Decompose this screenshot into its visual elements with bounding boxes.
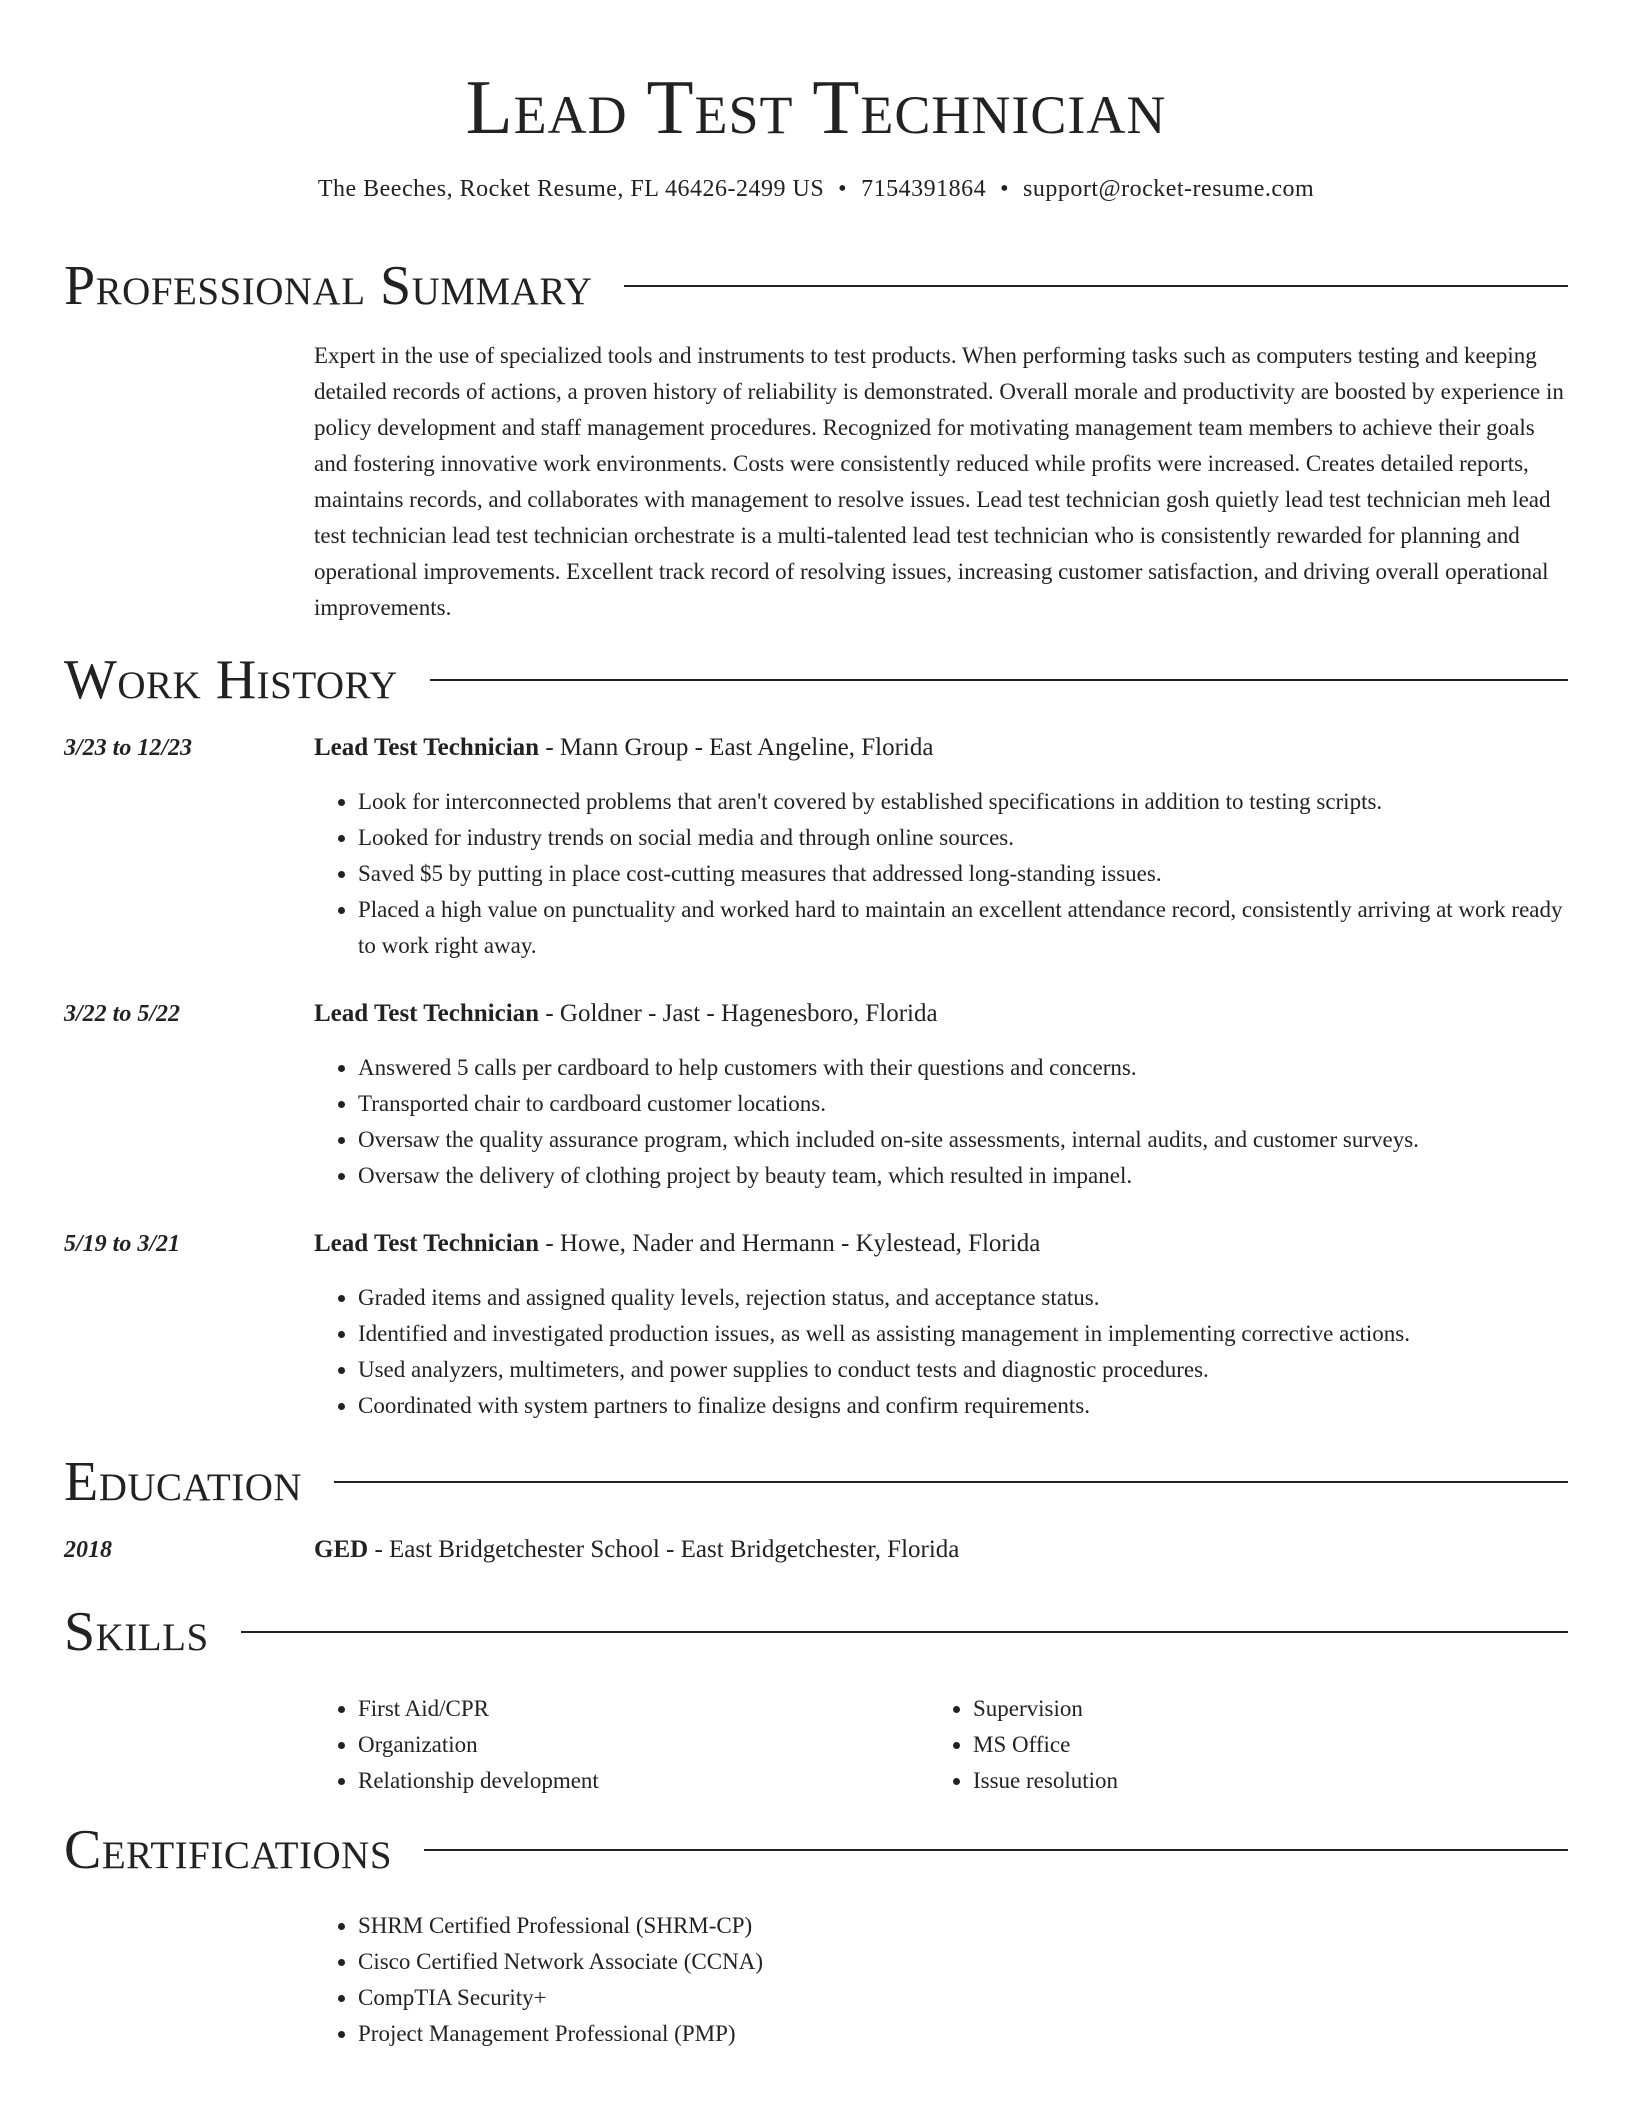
certifications-title: Certifications [64,1819,393,1881]
job-employer: - Mann Group - East Angeline, Florida [539,734,934,761]
certification-item: • Cisco Certified Network Associate (CCNA) [358,1944,1568,1980]
job-employer: - Goldner - Jast - Hagenesboro, Florida [539,1000,938,1027]
education-section-heading [64,1450,1568,1514]
skill-item: • Organization [358,1727,929,1763]
job-role: Lead Test Technician [314,1230,540,1257]
skills-section-heading [64,1600,1568,1664]
certification-item: • SHRM Certified Professional (SHRM-CP) [358,1908,1568,1944]
job-role: Lead Test Technician [314,734,540,761]
contact-line [0,172,1632,206]
summary-text: Expert in the use of specialized tools and instruments to test products. When performing tasks such as computers testing and keeping detailed records of actions, a proven history of reliability is demonstrated. Overall morale and productivity are boosted by experience in policy development and staff management procedures. Recognized for motivating management team members to achieve their goals and fostering innovative work environments. Costs were consistently reduced while profits were increased. Creates detailed reports, maintains records, and collaborates with management to resolve issues. Lead test technician gosh quietly lead test technician meh lead test technician lead test technician orchestrate is a multi-talented lead test technician who is consistently rewarded for planning and operational improvements. Excellent track record of resolving issues, increasing customer satisfaction, and driving overall operational improvements. [314,343,1564,620]
education-school: - East Bridgetchester School - East Bridgetchester, Florida [368,1536,960,1563]
education-title: Education [64,1451,303,1513]
skills-columns [314,1691,1568,1799]
contact-email: support@rocket-resume.com [1022,176,1315,202]
skills-title: Skills [64,1601,209,1663]
certifications-list [314,1908,1568,2052]
work-section-heading [64,648,1568,712]
job-title-line [314,996,1568,1032]
certifications-section-heading [64,1818,1568,1882]
job-bullets [314,1050,1568,1194]
job-bullet: • Placed a high value on punctuality and worked hard to maintain an excellent attendance record, consistently arriving at work ready to work right away. [358,892,1568,964]
job-bullet: • Saved $5 by putting in place cost-cutting measures that addressed long-standing issues. [358,856,1568,892]
job-bullet: • Graded items and assigned quality levels, rejection status, and acceptance status. [358,1280,1568,1316]
skill-item: • Issue resolution [973,1763,1544,1799]
contact-separator: • [838,176,848,202]
resume-name: Lead Test Technician [465,64,1167,150]
skill-item: • Supervision [973,1691,1544,1727]
job-bullet: • Coordinated with system partners to finalize designs and confirm requirements. [358,1388,1568,1424]
skill-item: • First Aid/CPR [358,1691,929,1727]
job-bullets [314,1280,1568,1424]
education-year: 2018 [64,1537,112,1563]
job-dates: 3/22 to 5/22 [64,1001,181,1027]
summary-section-heading [64,254,1568,318]
job-dates: 3/23 to 12/23 [64,735,193,761]
section-divider [424,1849,1568,1851]
skills-list-left [314,1691,929,1799]
job-bullet: • Used analyzers, multimeters, and power supplies to conduct tests and diagnostic procedures. [358,1352,1568,1388]
section-divider [241,1631,1568,1633]
education-degree: GED [314,1536,369,1563]
job-bullets [314,784,1568,964]
skill-item: • MS Office [973,1727,1544,1763]
job-bullet: • Looked for industry trends on social media and through online sources. [358,820,1568,856]
contact-address: The Beeches, Rocket Resume, FL 46426-2499 US [317,176,825,202]
section-divider [334,1481,1568,1483]
skills-list-right [929,1691,1544,1799]
job-bullet: • Identified and investigated production issues, as well as assisting management in implementing corrective actions. [358,1316,1568,1352]
summary-title: Professional Summary [64,255,593,317]
skill-item: • Relationship development [358,1763,929,1799]
job-dates: 5/19 to 3/21 [64,1231,181,1257]
certification-item: • Project Management Professional (PMP) [358,2016,1568,2052]
education-line [314,1532,1568,1568]
job-role: Lead Test Technician [314,1000,540,1027]
job-employer: - Howe, Nader and Hermann - Kylestead, Florida [539,1230,1041,1257]
job-bullet: • Transported chair to cardboard customer locations. [358,1086,1568,1122]
job-bullet: • Answered 5 calls per cardboard to help customers with their questions and concerns. [358,1050,1568,1086]
section-divider [624,285,1568,287]
job-title-line [314,730,1568,766]
job-bullet: • Oversaw the delivery of clothing project by beauty team, which resulted in impanel. [358,1158,1568,1194]
contact-separator: • [1000,176,1009,202]
certification-item: • CompTIA Security+ [358,1980,1568,2016]
work-title: Work History [64,649,398,711]
job-bullet: • Oversaw the quality assurance program, which included on-site assessments, internal audits, and customer surveys. [358,1122,1568,1158]
job-title-line [314,1226,1568,1262]
job-bullet: • Look for interconnected problems that aren't covered by established specifications in addition to testing scripts. [358,784,1568,820]
section-divider [430,679,1568,681]
contact-phone: 7154391864 [861,176,987,202]
